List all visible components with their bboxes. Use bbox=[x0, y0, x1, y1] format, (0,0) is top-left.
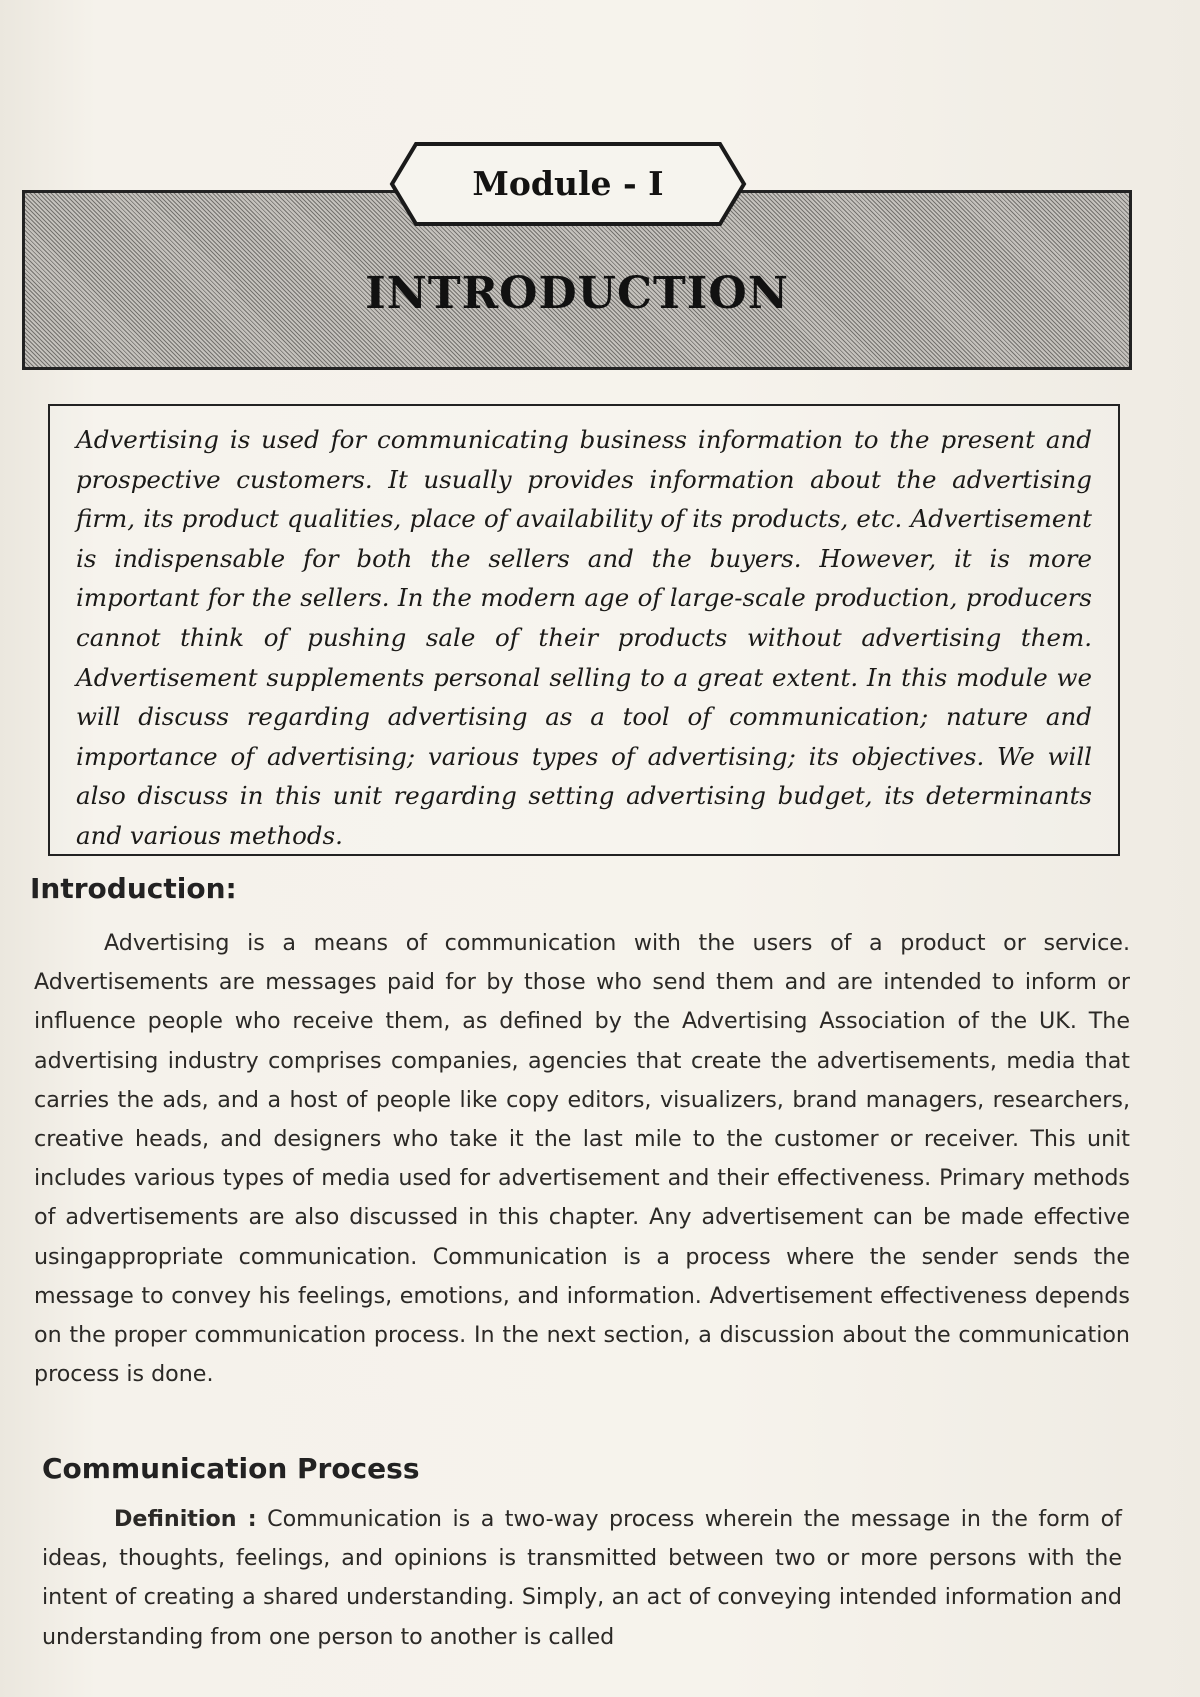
communication-process-heading: Communication Process bbox=[42, 1452, 420, 1485]
chapter-title: INTRODUCTION bbox=[365, 268, 789, 319]
abstract-box bbox=[48, 404, 1120, 856]
abstract-text: Advertising is used for communicating business information to the present and prospective customers. It usually provides information about the advertising firm, its product qualities, place of availability of its products, etc. Advertisement is indispensable for both the sellers and the buyers. However, it is more important for the sellers. In the modern age of large-scale production, producers cannot think of pushing sale of their products without advertising them. Advertisement supplements personal selling to a great extent. In this module we will discuss regarding advertising as a tool of communication; nature and importance of advertising; various types of advertising; its objectives. We will also discuss in this unit regarding setting advertising budget, its determinants and various methods. bbox=[76, 425, 1092, 850]
definition-text: Communication is a two-way process wherein the message in the form of ideas, thoughts, feelings, and opinions is transmitted between two or more persons with the intent of creating a shared understanding. Simply, an act of conveying intended information and understanding from one person to another is called bbox=[42, 1506, 1122, 1650]
introduction-heading: Introduction: bbox=[30, 872, 237, 905]
module-label: Module - I bbox=[472, 164, 664, 203]
definition-paragraph bbox=[42, 1500, 1122, 1657]
module-label-badge bbox=[388, 140, 748, 228]
introduction-paragraph: Advertising is a means of communication with the users of a product or service. Advertisements are messages paid for by those who send them and are intended to inform or influence people who receive them, as defined by the Advertising Association of the UK. The advertising industry comprises companies, agencies that create the advertisements, media that carries the ads, and a host of people like copy editors, visualizers, brand managers, researchers, creative heads, and designers who take it the last mile to the customer or receiver. This unit includes various types of media used for advertisement and their effectiveness. Primary methods of advertisements are also discussed in this chapter. Any advertisement can be made effective usingappropriate communication. Communication is a process where the sender sends the message to convey his feelings, emotions, and information. Advertisement effectiveness depends on the proper communication process. In the next section, a discussion about the communication process is done. bbox=[34, 930, 1130, 1388]
definition-label: Definition : bbox=[114, 1506, 257, 1532]
